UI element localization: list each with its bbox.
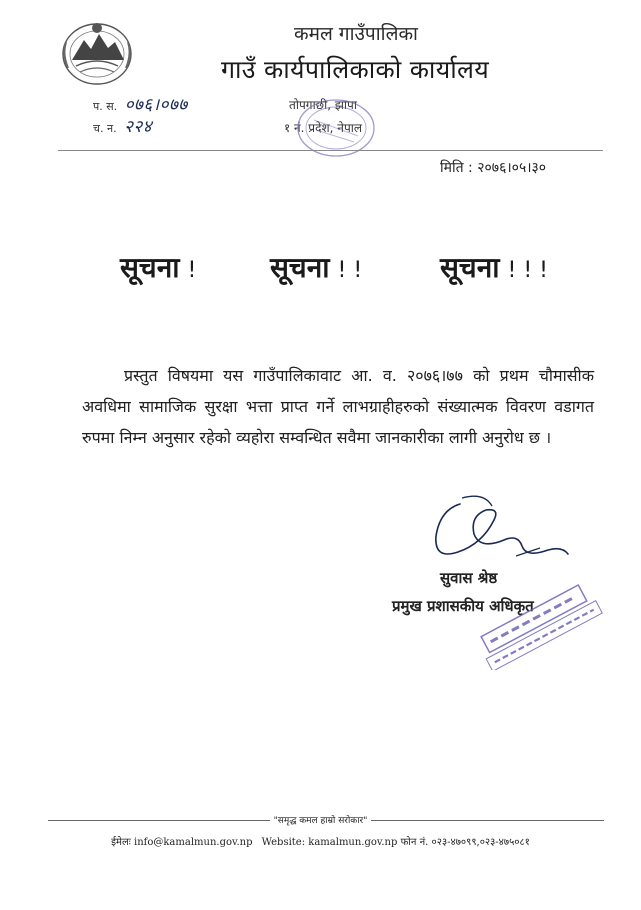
signatory-name: सुवास श्रेष्ठ	[440, 569, 498, 587]
notice-mark: ! ! !	[507, 258, 548, 283]
office-seal-stamp-icon	[290, 90, 382, 162]
reference-dispatch-number	[93, 114, 152, 137]
address-line-1: तोपगाछी, झापा	[289, 98, 357, 112]
header-divider	[58, 150, 603, 151]
reference-fiscal-year	[93, 92, 188, 115]
official-stamp-icon	[460, 580, 610, 670]
date-value: २०७६।०५।३०	[477, 160, 547, 176]
ref-ps-label: प. स.	[93, 100, 118, 113]
signature-icon	[422, 490, 572, 580]
notice-heading-1	[120, 248, 196, 286]
notice-word: सूचना	[120, 251, 180, 284]
notice-word: सूचना	[270, 251, 330, 284]
ref-ps-value: ०७६।०७७	[124, 95, 188, 115]
phone-number: ०२३-४७०९९,०२३-४७५०८१	[431, 837, 530, 848]
signatory-title: प्रमुख प्रशासकीय अधिकृत	[392, 597, 534, 615]
footer-slogan	[0, 813, 641, 826]
notice-mark: !	[187, 258, 197, 283]
email-label: ईमेलः	[111, 837, 131, 848]
website-label: Website:	[261, 837, 306, 848]
date-line	[440, 158, 546, 177]
ref-cn-label: च. न.	[93, 122, 117, 135]
organization-name: कमल गाउँपालिका	[294, 23, 418, 45]
notice-word: सूचना	[440, 251, 500, 284]
office-name: गाउँ कार्यपालिकाको कार्यालय	[220, 55, 490, 84]
website-link[interactable]: kamalmun.gov.np	[308, 837, 398, 848]
phone-label: फोन नं.	[400, 837, 429, 848]
notice-mark: ! !	[337, 258, 363, 283]
email-link[interactable]: info@kamalmun.gov.np	[134, 837, 253, 848]
footer-contact	[0, 834, 641, 848]
address-line-2: १ नं. प्रदेश, नेपाल	[283, 121, 363, 135]
notice-body-paragraph: प्रस्तुत विषयमा यस गाउँपालिकावाट आ. व. २०७६।७७ को प्रथम चौमासीक अवधिमा सामाजिक सुरक्षा भत्ता प्राप्त गर्ने लाभग्राहीहरुको संख्यात्मक विवरण वडागत रुपमा निम्न अनुसार रहेको व्यहोरा सम्वन्धित सवैमा जानकारीका लागी अनुरोध छ ।	[82, 366, 594, 447]
government-emblem-icon	[58, 16, 136, 88]
slogan-text: "समृद्ध कमल हाम्रो सरोकार"	[270, 816, 372, 826]
notice-heading-2	[270, 248, 362, 286]
ref-cn-value: २२४	[124, 117, 153, 137]
date-label: मिति :	[440, 160, 473, 176]
notice-heading-3	[440, 248, 548, 286]
